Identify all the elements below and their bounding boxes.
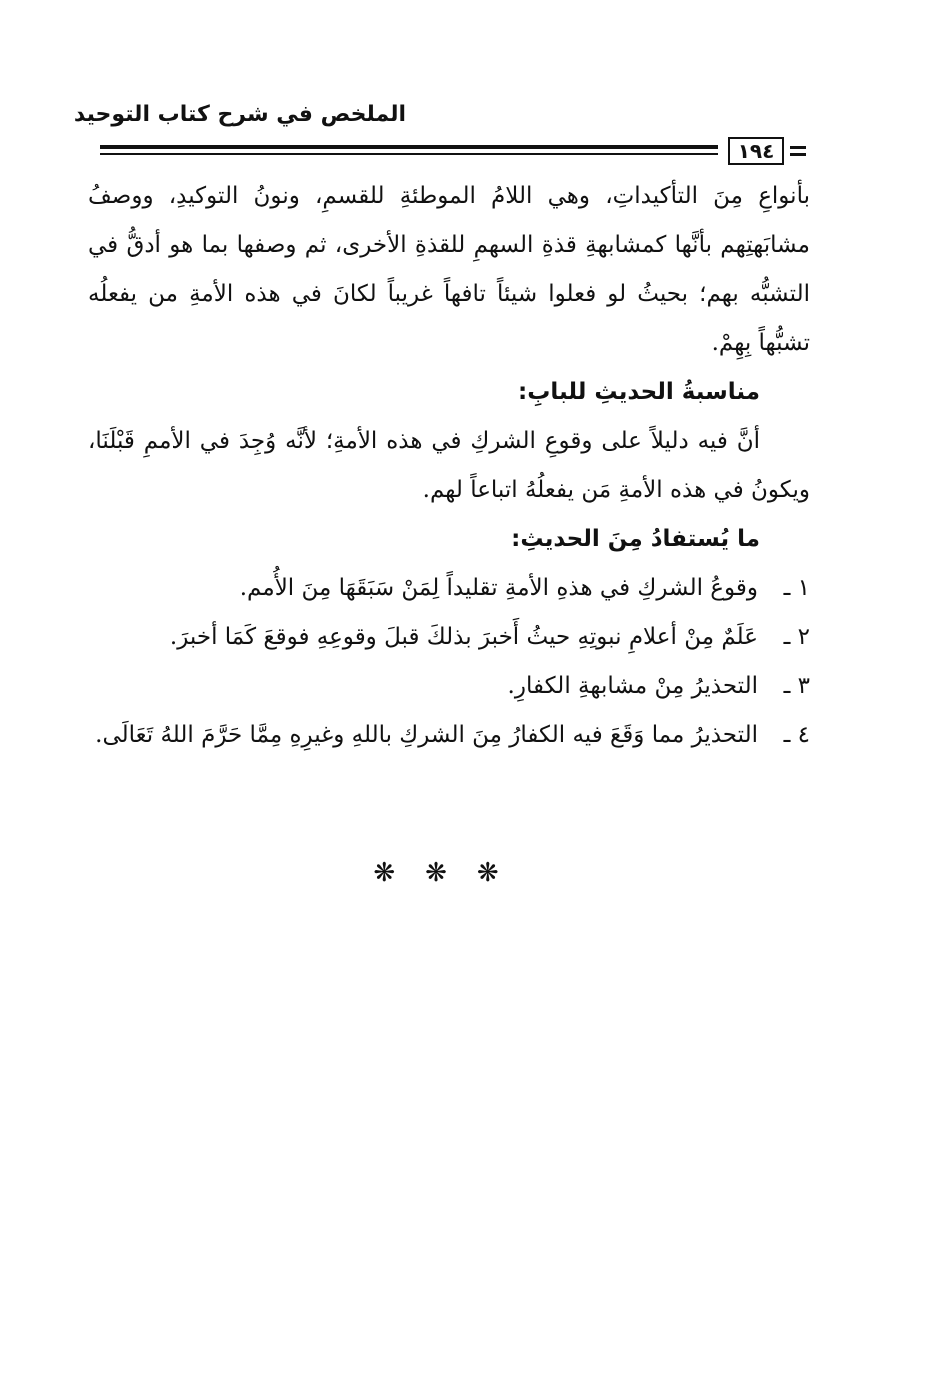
list-item-number: ٤ ـ <box>783 722 810 748</box>
header-rule-thin <box>100 153 718 155</box>
list-item-number: ٣ ـ <box>783 673 810 699</box>
benefits-list <box>88 564 810 760</box>
list-item <box>88 711 810 760</box>
header-rule-right-1 <box>790 146 806 149</box>
list-item <box>88 564 810 613</box>
list-item-text: التحذيرُ مما وَقَعَ فيه الكفارُ مِنَ الشركِ باللهِ وغيرِهِ مِمَّا حَرَّمَ اللهُ تَعَالَى. <box>95 722 758 748</box>
header-rule-right-2 <box>790 153 806 156</box>
header-rule-thick <box>100 145 718 149</box>
list-item <box>88 662 810 711</box>
list-item-text: عَلَمٌ مِنْ أعلامِ نبوتِهِ حيثُ أَخبرَ بذلكَ قبلَ وقوعِهِ فوقعَ كَمَا أخبرَ. <box>169 624 758 650</box>
list-item-text: وقوعُ الشركِ في هذهِ الأمةِ تقليداً لِمَنْ سَبَقَهَا مِنَ الأُمم. <box>239 575 758 601</box>
section-separator-asterisks: ❋❋❋ <box>373 858 529 888</box>
body-text <box>88 172 810 760</box>
section-heading-benefits: ما يُستفادُ مِنَ الحديثِ: <box>511 526 760 552</box>
page-number: ١٩٤ <box>728 137 784 165</box>
paragraph-intro: بأنواعِ مِنَ التأكيداتِ، وهي اللامُ الموطئةِ للقسمِ، ونونُ التوكيدِ، ووصفُ مشابَهتِهم بأنَّها كمشابهةِ قذةِ السهمِ للقذةِ الأخرى، ثم وصفها بما هو أدقُّ في التشبُّه بهم؛ بحيثُ لو فعلوا شيئاً تافهاً غريباً لكانَ في هذه الأمةِ من يفعلُه تشبُّهاً بِهِمْ. <box>88 183 810 356</box>
list-item-text: التحذيرُ مِنْ مشابهةِ الكفارِ. <box>507 673 758 699</box>
paragraph-relevance: أنَّ فيه دليلاً على وقوعِ الشركِ في هذه الأمةِ؛ لأنَّه وُجِدَ في الأممِ قَبْلَنَا، ويكونُ في هذه الأمةِ مَن يفعلُهُ اتباعاً لهم. <box>88 428 810 503</box>
running-header-title: الملخص في شرح كتاب التوحيد <box>73 102 406 127</box>
section-heading-relevance: مناسبةُ الحديثِ للبابِ: <box>518 379 760 405</box>
list-item <box>88 613 810 662</box>
list-item-number: ١ ـ <box>783 575 810 601</box>
list-item-number: ٢ ـ <box>783 624 810 650</box>
